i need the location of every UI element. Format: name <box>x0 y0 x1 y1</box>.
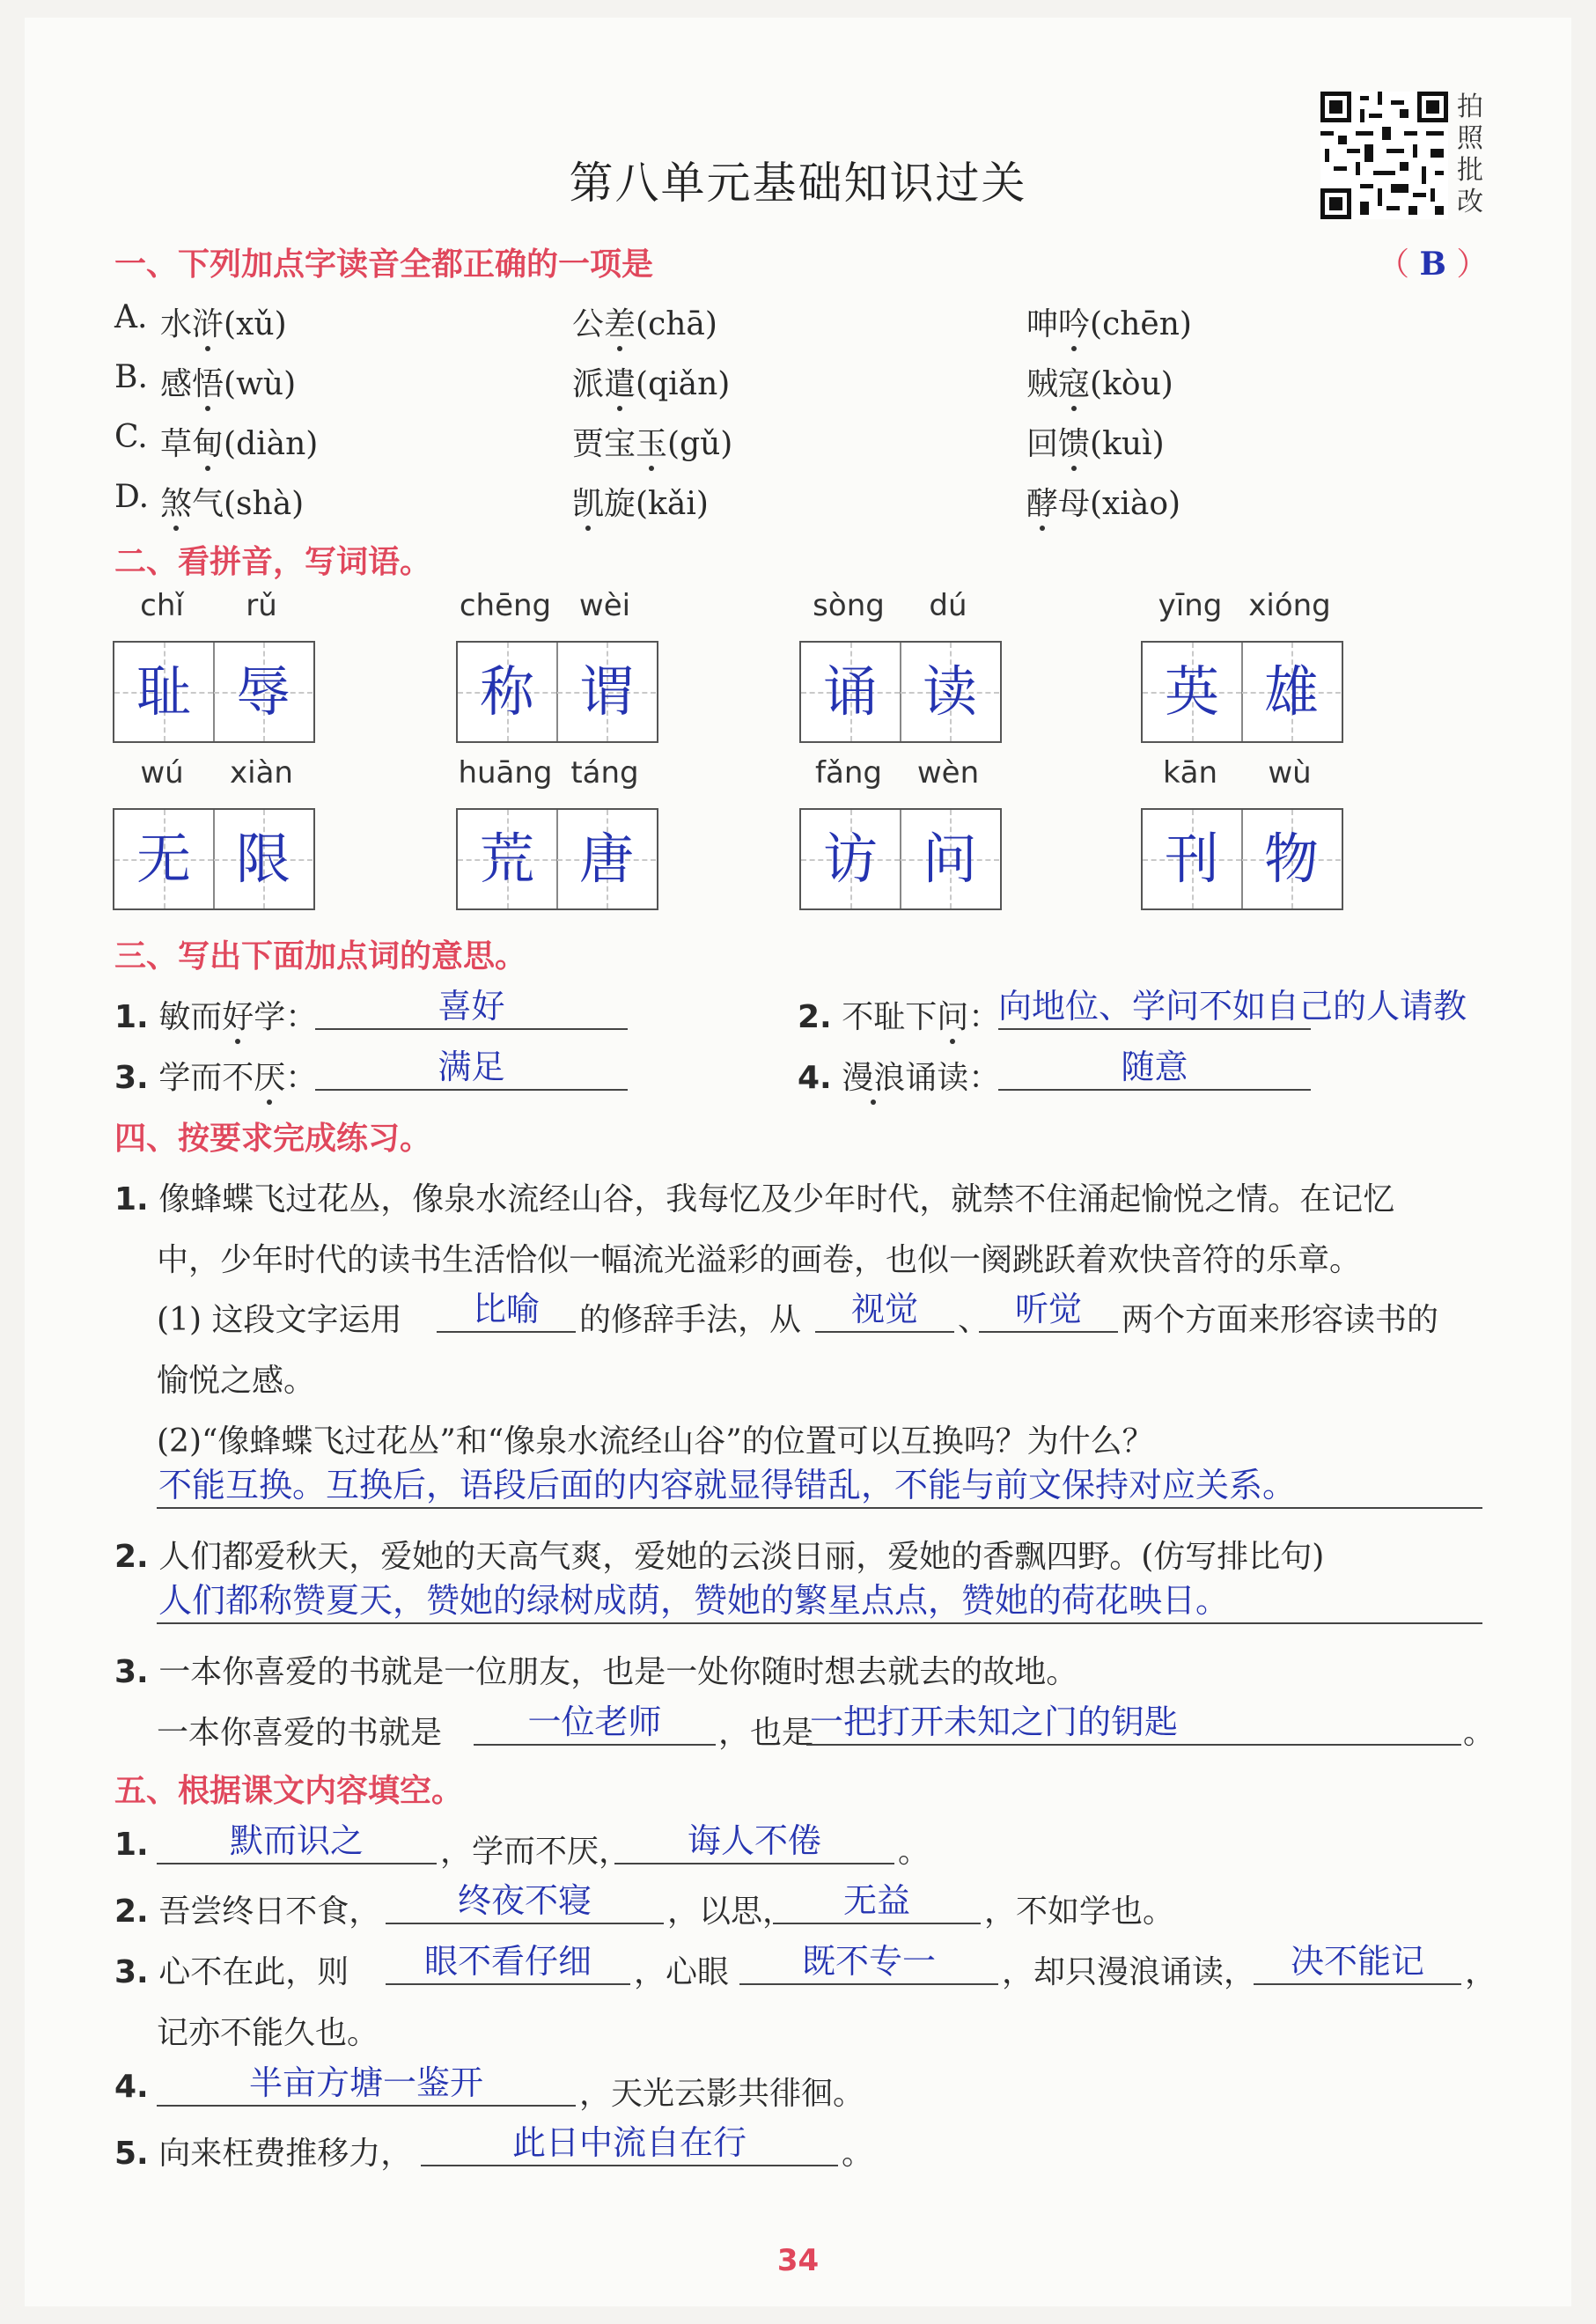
s4-q3-c: 。 <box>1463 1715 1496 1751</box>
pinyin-label: xiàn <box>230 755 293 791</box>
s5-q3-end: ， <box>1465 1954 1497 1990</box>
s3-answer-line-4[interactable] <box>998 1089 1311 1091</box>
pinyin-label: wù <box>1268 755 1312 791</box>
pinyin-label: huāng <box>458 755 553 791</box>
s5-q4-ans[interactable]: 半亩方塘一鉴开 <box>248 2063 483 2102</box>
s4-q1-sub1-d: 两个方面来形容读书的 <box>1122 1302 1439 1338</box>
s4-q1-sub1-c: 、 <box>958 1302 990 1338</box>
char-cell[interactable] <box>214 643 313 741</box>
s5-q2-ans2[interactable]: 无益 <box>842 1881 910 1920</box>
s5-q3-line3[interactable] <box>1254 1983 1461 1985</box>
option-label[interactable]: C. <box>114 419 148 455</box>
section4-heading: 四、按要求完成练习。 <box>114 1121 432 1157</box>
character-box[interactable] <box>1141 641 1343 743</box>
s4-q3-b: ，也是 <box>718 1715 814 1751</box>
s5-q1-line2[interactable] <box>614 1863 894 1864</box>
s3-item-2: 2. 不耻下问： <box>798 999 1001 1035</box>
option-item: 凯旋(kǎi) <box>572 486 709 522</box>
written-character: 谓 <box>578 659 634 724</box>
s5-q4-num: 4. <box>114 2069 149 2105</box>
char-cell[interactable] <box>114 643 215 741</box>
s4-q1-sub2-answer[interactable]: 不能互换。互换后，语段后面的内容就显得错乱，不能与前文保持对应关系。 <box>158 1466 1297 1504</box>
s4-q1-line-ans3[interactable] <box>979 1331 1118 1333</box>
character-box[interactable] <box>1141 808 1343 910</box>
option-item: 水浒(xǔ) <box>160 306 287 342</box>
pinyin-label: yīng <box>1158 588 1223 623</box>
written-character: 诵 <box>822 659 878 724</box>
section2-heading: 二、看拼音，写词语。 <box>114 544 432 580</box>
written-character: 耻 <box>136 659 191 724</box>
s5-q3-ans3[interactable]: 决不能记 <box>1290 1942 1424 1981</box>
s5-q3-ans1[interactable]: 眼不看仔细 <box>423 1942 592 1981</box>
written-character: 英 <box>1164 659 1219 724</box>
s4-q1-line2: 中，少年时代的读书生活恰似一幅流光溢彩的画卷，也似一阕跳跃着欢快音符的乐章。 <box>157 1242 1362 1278</box>
option-item: 派遣(qiǎn) <box>572 366 731 402</box>
pinyin-label: chǐ <box>140 588 184 623</box>
section3-heading: 三、写出下面加点词的意思。 <box>114 938 527 974</box>
section1-heading: 一、下列加点字读音全都正确的一项是 <box>114 246 654 283</box>
section1-answer-paren: （ B ） <box>1378 246 1489 283</box>
character-box[interactable] <box>456 641 658 743</box>
s5-q2-end: ，不如学也。 <box>984 1894 1175 1930</box>
s5-q5-end: 。 <box>842 2136 874 2172</box>
written-character: 限 <box>235 827 291 891</box>
s4-q1-ans1[interactable]: 比喻 <box>472 1290 540 1328</box>
s3-item-3: 3. 学而不厌： <box>114 1060 318 1096</box>
pinyin-label: xióng <box>1248 588 1331 623</box>
option-label[interactable]: D. <box>114 479 150 515</box>
char-cell[interactable] <box>1242 643 1341 741</box>
character-box[interactable] <box>799 808 1002 910</box>
s5-q2-mid: ，以思， <box>667 1894 795 1930</box>
s3-item-4: 4. 漫浪诵读： <box>798 1060 1001 1096</box>
s5-q2-line1[interactable] <box>386 1923 664 1924</box>
char-cell[interactable] <box>801 810 901 908</box>
char-cell[interactable] <box>214 810 313 908</box>
s4-q1-line-ans2[interactable] <box>815 1331 954 1333</box>
char-cell[interactable] <box>901 643 999 741</box>
s3-answer-4[interactable]: 随意 <box>1121 1048 1188 1086</box>
character-box[interactable] <box>799 641 1002 743</box>
s5-q1-line1[interactable] <box>157 1863 437 1864</box>
s5-q3-mid1: ，心眼 <box>634 1954 730 1990</box>
char-cell[interactable] <box>114 810 215 908</box>
char-cell[interactable] <box>801 643 901 741</box>
written-character: 唐 <box>578 827 634 891</box>
written-character: 称 <box>479 659 534 724</box>
pinyin-label: rǔ <box>246 588 277 623</box>
option-item: 贾宝玉(gǔ) <box>572 426 733 462</box>
s4-q1-line1: 1. 像蜂蝶飞过花丛，像泉水流经山谷，我每忆及少年时代，就禁不住涌起愉悦之情。在记忆 <box>114 1181 1395 1217</box>
char-cell[interactable] <box>1143 643 1243 741</box>
s4-q1-sub1-b: 的修辞手法，从 <box>579 1302 802 1338</box>
character-box[interactable] <box>456 808 658 910</box>
pinyin-label: chēng <box>459 588 552 623</box>
s5-q4-line[interactable] <box>157 2105 576 2107</box>
s5-q1-num: 1. <box>114 1827 149 1863</box>
pinyin-label: wèn <box>916 755 980 791</box>
option-item: 草甸(diàn) <box>160 426 319 462</box>
s4-q3-line2[interactable] <box>806 1744 1461 1746</box>
s4-q1-sub1-e: 愉悦之感。 <box>157 1363 316 1399</box>
s4-q1-sub2: (2)“像蜂蝶飞过花丛”和“像泉水流经山谷”的位置可以互换吗？为什么？ <box>157 1423 1154 1460</box>
s3-answer-2[interactable]: 向地位、学问不如自己的人请教 <box>998 987 1467 1026</box>
option-item: 酵母(xiào) <box>1026 486 1181 522</box>
option-item: 回馈(kuì) <box>1026 426 1165 462</box>
s4-q1-sub1-a: (1) 这段文字运用 <box>157 1302 402 1338</box>
pinyin-label: fǎng <box>815 755 882 791</box>
s5-q1-end: 。 <box>898 1834 930 1870</box>
pinyin-label: wèi <box>578 588 631 623</box>
s5-q2: 2. 吾尝终日不食， <box>114 1894 381 1930</box>
s4-q3-a: 一本你喜爱的书就是 <box>157 1715 443 1751</box>
s5-q5-line[interactable] <box>421 2165 838 2166</box>
character-box[interactable] <box>113 641 315 743</box>
s4-q3-ans2[interactable]: 一把打开未知之门的钥匙 <box>810 1703 1179 1741</box>
s4-q1-line-ans1[interactable] <box>437 1331 576 1333</box>
s4-q2: 2. 人们都爱秋天，爱她的天高气爽，爱她的云淡日丽，爱她的香飘四野。(仿写排比句) <box>114 1539 1325 1575</box>
char-cell[interactable] <box>458 810 558 908</box>
written-character: 刊 <box>1164 827 1219 891</box>
s5-q3-line2-text: 记亦不能久也。 <box>157 2015 379 2051</box>
char-cell[interactable] <box>557 643 656 741</box>
s5-q2-ans1[interactable]: 终夜不寝 <box>457 1881 592 1920</box>
s5-q2-line2[interactable] <box>773 1923 981 1924</box>
option-item: 煞气(shà) <box>160 486 305 522</box>
s5-q3-ans2[interactable]: 既不专一 <box>801 1942 936 1981</box>
char-cell[interactable] <box>458 643 558 741</box>
option-label[interactable]: B. <box>114 359 148 395</box>
s4-q2-line[interactable] <box>157 1622 1482 1624</box>
pinyin-label: dú <box>929 588 967 623</box>
s4-q3-line1[interactable] <box>474 1744 716 1746</box>
s5-q1-mid: ，学而不厌， <box>440 1834 631 1870</box>
written-character: 辱 <box>235 659 291 724</box>
s5-q1-ans2[interactable]: 诲人不倦 <box>687 1821 821 1860</box>
option-item: 呻吟(chēn) <box>1026 306 1192 342</box>
s4-q3: 3. 一本你喜爱的书就是一位朋友，也是一处你随时想去就去的故地。 <box>114 1654 1078 1690</box>
written-character: 读 <box>922 659 977 724</box>
page-number: 34 <box>776 2243 820 2278</box>
section1-answer[interactable]: B <box>1419 246 1446 283</box>
s5-q3-mid2: ，却只漫浪诵读， <box>1002 1954 1256 1990</box>
written-character: 物 <box>1263 827 1319 891</box>
written-character: 问 <box>922 827 977 891</box>
written-character: 无 <box>136 827 191 891</box>
s4-q1-ans3[interactable]: 听觉 <box>1014 1290 1082 1328</box>
option-item: 感悟(wù) <box>160 366 297 402</box>
s5-q1-ans1[interactable]: 默而识之 <box>229 1821 364 1860</box>
pinyin-label: wú <box>140 755 184 791</box>
s5-q3-line1[interactable] <box>386 1983 630 1985</box>
page-title: 第八单元基础知识过关 <box>569 158 1027 209</box>
s3-item-1: 1. 敏而好学： <box>114 999 318 1035</box>
written-character: 访 <box>822 827 878 891</box>
s5-q5-ans[interactable]: 此日中流自在行 <box>511 2123 747 2162</box>
s4-q3-ans1[interactable]: 一位老师 <box>527 1703 662 1741</box>
written-character: 荒 <box>479 827 534 891</box>
s3-answer-3[interactable]: 满足 <box>438 1048 505 1086</box>
pinyin-label: sòng <box>813 588 885 623</box>
written-character: 雄 <box>1263 659 1319 724</box>
s3-answer-line-3[interactable] <box>315 1089 628 1091</box>
s3-answer-1[interactable]: 喜好 <box>438 987 505 1026</box>
s5-q4-end: ，天光云影共徘徊。 <box>579 2076 865 2112</box>
s3-answer-line-2[interactable] <box>998 1028 1311 1030</box>
s4-q2-answer[interactable]: 人们都称赞夏天，赞她的绿树成荫，赞她的繁星点点，赞她的荷花映日。 <box>158 1581 1230 1620</box>
char-cell[interactable] <box>557 810 656 908</box>
option-label[interactable]: A. <box>114 299 148 335</box>
s4-q1-sub2-line[interactable] <box>157 1507 1482 1509</box>
section5-heading: 五、根据课文内容填空。 <box>114 1773 464 1809</box>
qr-label: 拍照批改 <box>1457 92 1483 217</box>
character-box[interactable] <box>113 808 315 910</box>
option-item: 公差(chā) <box>572 306 717 342</box>
pinyin-label: kān <box>1162 755 1218 791</box>
s3-answer-line-1[interactable] <box>315 1028 628 1030</box>
s4-q1-ans2[interactable]: 视觉 <box>850 1290 918 1328</box>
s5-q5: 5. 向来枉费推移力， <box>114 2136 413 2172</box>
char-cell[interactable] <box>1242 810 1341 908</box>
option-item: 贼寇(kòu) <box>1026 366 1173 402</box>
s5-q3: 3. 心不在此，则 <box>114 1954 349 1990</box>
char-cell[interactable] <box>901 810 999 908</box>
s5-q3-line2[interactable] <box>739 1983 998 1985</box>
char-cell[interactable] <box>1143 810 1243 908</box>
pinyin-label: táng <box>570 755 639 791</box>
